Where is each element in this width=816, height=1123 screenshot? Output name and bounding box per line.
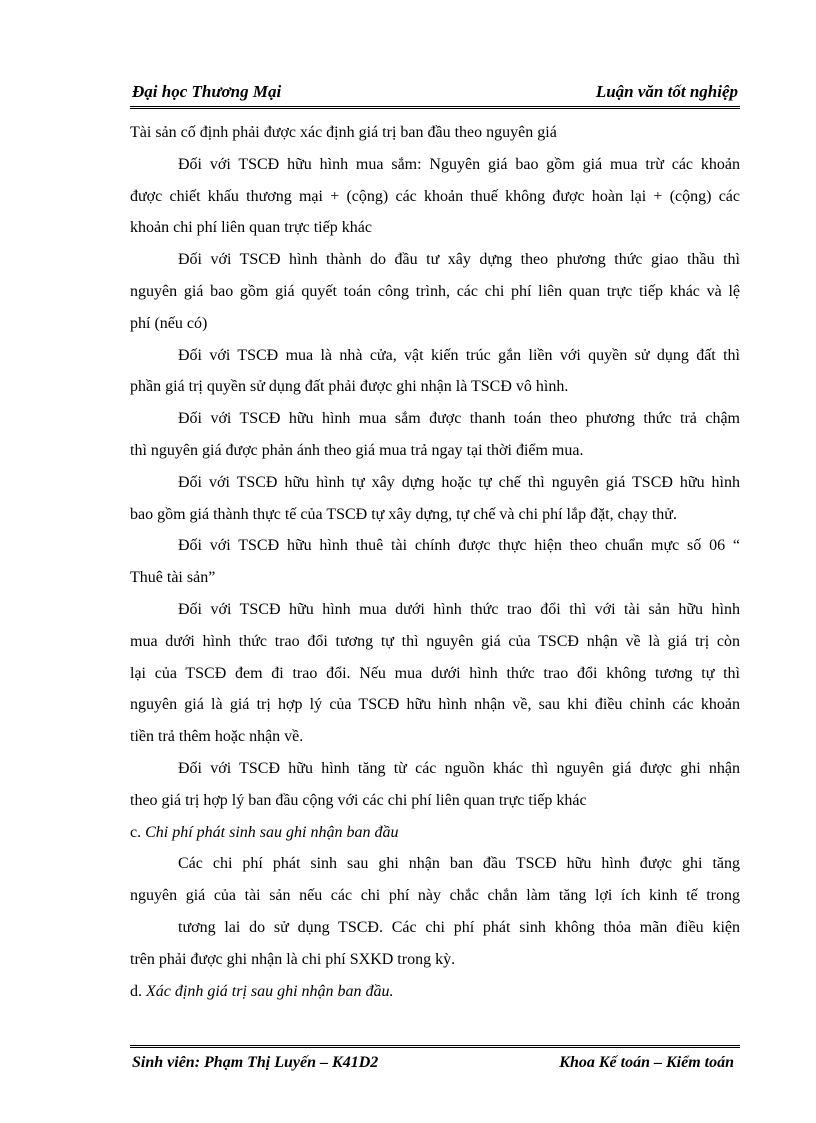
footer-student: Sinh viên: Phạm Thị Luyến – K41D2 <box>132 1054 379 1071</box>
heading-title: Xác định giá trị sau ghi nhận ban đầu. <box>146 982 394 1000</box>
text-line: nguyên giá bao gồm giá quyết toán công trình, các chi phí liên quan trực tiếp khác và lệ <box>130 282 740 300</box>
text-line: lại của TSCĐ đem đi trao đổi. Nếu mua dưới hình thức trao đổi không tương tự thì <box>130 664 740 682</box>
header-document-type: Luận văn tốt nghiệp <box>595 82 738 101</box>
text-line: được chiết khấu thương mại + (cộng) các khoản thuế không được hoàn lại + (cộng) các <box>130 187 740 205</box>
text-line: tiền trả thêm hoặc nhận về. <box>130 728 304 746</box>
text-line: Tài sản cố định phải được xác định giá trị ban đầu theo nguyên giá <box>130 124 557 141</box>
text-line: nguyên giá của tài sản nếu các chi phí này chắc chắn làm tăng lợi ích kinh tế trong <box>130 887 740 905</box>
text-line: nguyên giá là giá trị hợp lý của TSCĐ hữu hình nhận về, sau khi điều chỉnh các khoản <box>130 696 740 714</box>
section-heading <box>130 821 740 853</box>
text-line: trên phải được ghi nhận là chi phí SXKD trong kỳ. <box>130 950 456 968</box>
text-line: Đối với TSCĐ hữu hình thuê tài chính được thực hiện theo chuẩn mực số 06 “ <box>178 537 740 555</box>
text-line: bao gồm giá thành thực tế của TSCĐ tự xây dựng, tự chế và chi phí lắp đặt, chạy thử. <box>130 505 677 523</box>
text-line: Đối với TSCĐ hữu hình mua sắm được thanh toán theo phương thức trả chậm <box>178 410 740 428</box>
text-line: Thuê tài sản” <box>130 569 216 587</box>
text-line: Đối với TSCĐ mua là nhà cửa, vật kiến trúc gắn liền với quyền sử dụng đất thì <box>178 346 740 364</box>
heading-marker: c. <box>130 823 146 841</box>
footer-faculty: Khoa Kế toán – Kiểm toán <box>559 1054 734 1071</box>
text-line: mua dưới hình thức trao đổi tương tự thì nguyên giá của TSCĐ nhận về là giá trị còn <box>130 632 740 650</box>
page-footer <box>130 1045 740 1078</box>
text-line: Đối với TSCĐ hữu hình tăng từ các nguồn khác thì nguyên giá được ghi nhận <box>178 759 740 777</box>
text-line: khoản chi phí liên quan trực tiếp khác <box>130 219 372 237</box>
text-line: theo giá trị hợp lý ban đầu cộng với các chi phí liên quan trực tiếp khác <box>130 791 587 809</box>
text-line: phần giá trị quyền sử dụng đất phải được ghi nhận là TSCĐ vô hình. <box>130 378 569 396</box>
text-line: Đối với TSCĐ hình thành do đầu tư xây dựng theo phương thức giao thầu thì <box>178 251 740 269</box>
text-line: tương lai do sử dụng TSCĐ. Các chi phí phát sinh không thỏa mãn điều kiện <box>178 918 740 936</box>
text-line: thì nguyên giá được phản ánh theo giá mua trả ngay tại thời điểm mua. <box>130 441 584 459</box>
section-heading <box>130 980 740 1012</box>
heading-title: Chi phí phát sinh sau ghi nhận ban đầu <box>145 823 399 841</box>
document-body <box>130 121 740 1011</box>
heading-marker: d. <box>130 982 146 1000</box>
page-header <box>130 80 740 109</box>
text-line: phí (nếu có) <box>130 314 208 332</box>
text-line: Đối với TSCĐ hữu hình tự xây dựng hoặc tự chế thì nguyên giá TSCĐ hữu hình <box>178 473 740 491</box>
text-line: Các chi phí phát sinh sau ghi nhận ban đầu TSCĐ hữu hình được ghi tăng <box>178 855 740 873</box>
text-line: Đối với TSCĐ hữu hình mua sắm: Nguyên giá bao gồm giá mua trừ các khoản <box>178 155 740 173</box>
text-line: Đối với TSCĐ hữu hình mua dưới hình thức trao đổi thì với tài sản hữu hình <box>178 600 740 618</box>
header-university: Đại học Thương Mại <box>132 82 282 101</box>
